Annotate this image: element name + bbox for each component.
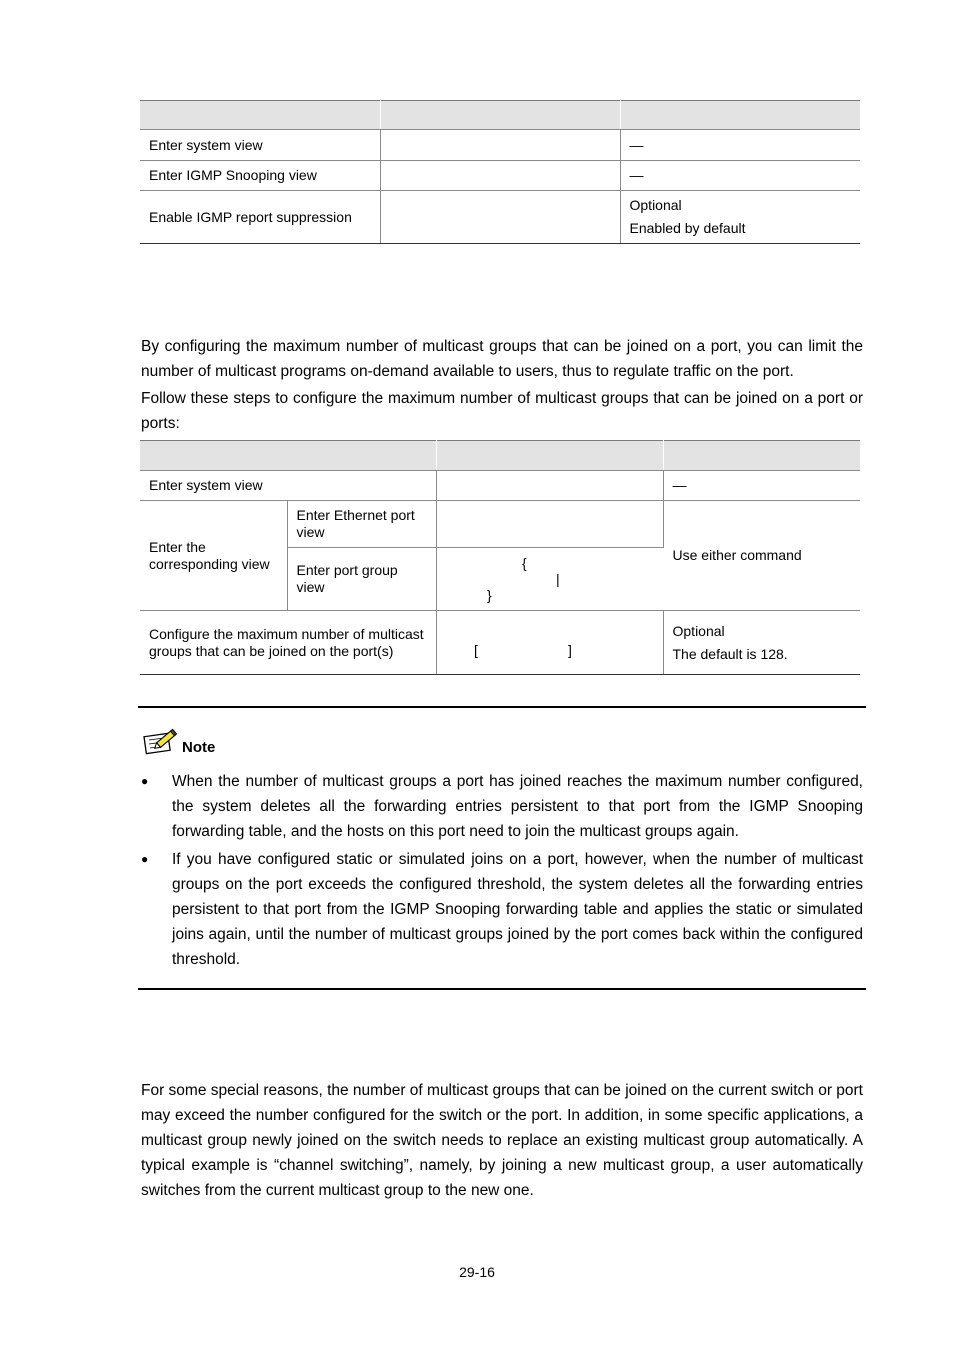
remarks-line: Optional [672,622,725,639]
note-top-rule [138,706,866,708]
bullet-icon: ● [141,774,149,788]
note-text: If you have configured static or simulated joins on a port, however, when the number of multicast groups on the port exceeds the configured threshold, the system deletes all the forwarding entries persistent to that port from the IGMP Snooping forwarding table and applies the static or simulated joins again, until the number of multicast groups joined by the port comes back within the configured threshold. [172,851,863,968]
note-bottom-rule [138,988,866,990]
remarks-line: Enabled by default [629,220,746,236]
max-groups-table [140,440,860,675]
channel-switching-paragraph: For some special reasons, the number of multicast groups that can be joined on the current switch or port may exceed the number configured for the switch or the port. In addition, in some specific applications, a multicast group newly joined on the switch needs to replace an existing multicast group automatically. A typical example is “channel switching”, namely, by joining a new multicast group, a user automatically switches from the current multicast group to the new one. [141,1082,863,1199]
table-row [140,130,860,161]
page-number: 29-16 [459,1264,495,1280]
table-row [140,471,860,501]
list-item [141,847,863,972]
table-row [140,501,860,548]
open-brace: { [522,555,527,571]
sub-operation-cell: Enter Ethernet port view [287,501,436,548]
close-brace: } [487,587,492,603]
sub-operation-cell: Enter port group view [287,548,436,611]
report-suppression-table [140,100,860,244]
command-cell [380,161,620,191]
operation-cell: Enable IGMP report suppression [140,191,380,244]
note-label: Note [182,739,216,756]
intro-paragraph: By configuring the maximum number of multicast groups that can be joined on a port, you can limit the number of multicast programs on-demand available to users, thus to regulate traffic on the port. [141,338,863,380]
notepad-pencil-icon [142,726,180,756]
remarks-cell [620,191,860,244]
command-cell [436,501,663,548]
remarks-cell: Use either command [663,501,860,611]
table-row [140,611,860,675]
close-bracket: ] [568,642,572,658]
operation-cell: Configure the maximum number of multicast groups that can be joined on the port(s) [140,611,436,675]
remarks-cell: — [620,161,860,191]
command-cell [436,471,663,501]
command-cell [436,611,663,675]
table-row [140,161,860,191]
note-list [141,769,863,975]
pipe-symbol: | [556,571,560,587]
command-cell [380,130,620,161]
steps-intro-paragraph: Follow these steps to configure the maximum number of multicast groups that can be joined on a port or ports: [141,390,863,432]
bullet-icon: ● [141,852,149,866]
remarks-cell: — [620,130,860,161]
remarks-cell [663,611,860,675]
table-header [140,101,860,130]
table-header [140,441,860,471]
operation-cell: Enter IGMP Snooping view [140,161,380,191]
operation-cell: Enter system view [140,471,436,501]
note-text: When the number of multicast groups a port has joined reaches the maximum number configured, the system deletes all the forwarding entries persistent to that port from the IGMP Snooping forwarding table, and the hosts on this port need to join the multicast groups again. [172,773,863,840]
operation-cell: Enter the corresponding view [140,501,287,611]
list-item [141,769,863,844]
remarks-line: The default is 128. [672,645,788,662]
open-bracket: [ [474,642,478,658]
operation-cell: Enter system view [140,130,380,161]
table-row [140,191,860,244]
command-cell [436,548,663,611]
remarks-cell: — [663,471,860,501]
remarks-line: Optional [629,197,682,213]
command-cell [380,191,620,244]
